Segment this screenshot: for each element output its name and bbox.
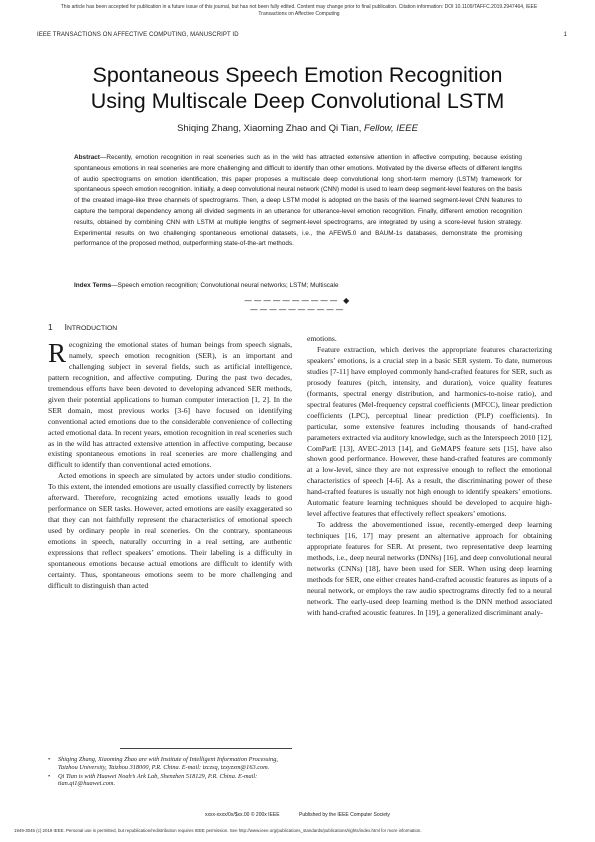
running-head	[37, 32, 567, 40]
section-number: 1	[48, 322, 53, 332]
acceptance-notice-line1: This article has been accepted for publication in a future issue of this journal, but has not been fully edited. Content may change prior to final publication. Citation information: DOI 10.1109/TAFFC.2019.2947464, IEEE	[60, 4, 538, 10]
intro-paragraph-1	[48, 337, 292, 471]
right-paragraph-2: To address the abovementioned issue, recently-emerged deep learning techniques [16, 17] may present an alternative approach for obtaining appropriate features for SER. At present, two representative deep learning methods, i.e., deep neural networks (DNNs) [16], and deep convolutional neural networks (CNNs) [18], have been used for SER. When using deep learning methods for SER, one either creates hand-crafted acoustic features as inputs of a neural network, or employs the raw audio spectrograms directly fed to a neural network. The early-used deep learning method is the DNN method associated with hand-crafted acoustic features. In [19], a generalized discriminant analy-	[307, 520, 552, 617]
author-fellow: Fellow, IEEE	[364, 123, 418, 134]
abstract	[74, 153, 522, 250]
abstract-label: Abstract	[74, 154, 100, 161]
paper-title-line1: Spontaneous Speech Emotion Recognition	[92, 63, 503, 87]
paper-title-line2: Using Multiscale Deep Convolutional LSTM	[90, 89, 505, 113]
acceptance-notice	[13, 4, 585, 17]
footnote-affiliation-1: • Shiqing Zhang, Xiaoming Zhao are with Institute of Intelligent Information Processing, Taizhou University, Taizhou 318000, P.R. China. E-mail: tzczsq, tzxyzxm@163.com.	[48, 756, 292, 772]
intro-paragraph-2: Acted emotions in speech are simulated by actors under studio conditions. To this extent, the intended emotions are usually classified correctly by listeners afterward. Therefore, recognizing acted emotions usually leads to good performance on SER tasks. However, acted emotions are easily exaggerated so that they can not faithfully represent the characteristics of emotional speech used by ordinary people in real sceneries. On the contrary, spontaneous emotions in speech, naturally occurring in a real setting, are authentic expressions that reflect speakers’ emotions. Their labeling is a difficulty in spontaneous emotions because actual emotions are difficult to identify with certainty. Thus, spontaneous emotions seem to be more challenging and difficult to distinguish than acted	[48, 471, 292, 590]
author-list	[30, 123, 565, 134]
section-separator: —————————— ◆ ——————————	[244, 296, 351, 314]
author-names: Shiqing Zhang, Xiaoming Zhao and Qi Tian,	[177, 123, 365, 134]
footnotes	[48, 756, 292, 789]
abstract-text: —Recently, emotion recognition in real sceneries such as in the wild has attracted extensive attention in affective computing, because existing spontaneous emotions in real sceneries are more challenging and difficult to identify than other emotions. Motivated by the diverse effects of different lengths of audio spectrograms on emotion identification, this paper proposes a multiscale deep convolutional long short-term memory (LSTM) framework for spontaneous speech emotion recognition. Initially, a deep convolutional neural network (CNN) model is used to learn deep segment-level features on the basis of the created image-like three channels of spectrograms. Then, a deep LSTM model is adopted on the basis of the learned segment-level CNN features to capture the temporal dependency among all divided segments in an utterance for utterance-level emotion recognition. Finally, different emotion recognition results, obtained by combining CNN with LSTM at multiple lengths of segment-level spectrograms, are integrated by using a score-level fusion strategy. Experimental results on two challenging spontaneous emotional datasets, i.e., the AFEW5.0 and BAUM-1s databases, demonstrate the promising performance of the proposed method, outperforming state-of-the-art methods.	[74, 154, 522, 248]
index-terms	[74, 282, 522, 289]
intro-paragraph-1-text: ecognizing the emotional states of human beings from speech signals, namely, speech emotion recognition (SER), is an important and challenging subject in several fields, such as artificial intelligence, pattern recognition, and affective computing. During the past two decades, tremendous efforts have been devoted to developing advanced SER methods, given their potential applications to human computer interaction [1, 2]. In the SER domain, most previous works [3-6] have focused on identifying conventional acted emotions due to the considerable convenience of collecting acted emotional data. In recent years, emotion recognition in real sceneries such as in the wild has attracted extensive attention in affective computing, because existing spontaneous emotions in real sceneries are more challenging and difficult to identify than conventional acted emotions.	[48, 339, 292, 470]
index-terms-label: Index Terms	[74, 282, 112, 289]
page-number: 1	[563, 32, 567, 38]
section-heading-introduction	[48, 322, 292, 335]
index-terms-text: —Speech emotion recognition; Convolutional neural networks; LSTM; Multiscale	[111, 282, 339, 289]
right-paragraph-1: Feature extraction, which derives the appropriate features characterizing speakers’ emotions, is a crucial step in a basic SER system. To date, numerous studies [7-11] have employed commonly hand-crafted features for SER, such as prosody features (pitch, intensity, and duration), voice quality features (formants, spectral energy distribution, and harmonics-to-noise ratio), and spectral features (Mel-frequency cepstral coefficients (MFCC), linear prediction coefficients (LPC), perceptual linear prediction (PLP) coefficients). In particular, some extensive features including thousands of hand-crafted parameters extracted via auditory knowledge, such as the Interspeech 2010 [12], ComParE [13], AVEC-2013 [14], and GeMAPS feature sets [15], have also shown good performance. However, these hand-crafted features are commonly at a low-level, since they are not expressive enough to reflect the emotional characteristics of speech [4-6]. As a result, the discriminating power of these hand-crafted features is usually not high enough to identify speakers’ emotions. Automatic feature learning techniques should be developed to acquire high-level affective features that effectively reflect speakers’ emotions.	[307, 344, 552, 519]
running-head-journal: IEEE TRANSACTIONS ON AFFECTIVE COMPUTING, MANUSCRIPT ID	[37, 32, 239, 38]
drop-cap: R	[48, 337, 67, 368]
footnote-affiliation-2: • Qi Tian is with Huawei Noah’s Ark Lab, Shenzhen 518129, P.R. China. E-mail: tian.qi1@huawei.com.	[48, 773, 292, 789]
right-column	[307, 334, 552, 619]
footer-publisher: Published by the IEEE Computer Society	[299, 812, 390, 818]
footer-issn: xxxx-xxxx/0x/$xx.00 © 200x IEEE	[205, 812, 280, 818]
acceptance-notice-line2: Transactions on Affective Computing	[258, 10, 340, 17]
left-column	[48, 322, 292, 592]
right-paragraph-0: emotions.	[307, 334, 337, 343]
paper-title	[30, 62, 565, 114]
section-title-first: I	[64, 322, 67, 332]
copyright-notice: 1949-3045 (c) 2019 IEEE. Personal use is permitted, but republication/redistribution requires IEEE permission. See http://www.ieee.org/publications_standards/publications/rights/index.html for more information.	[14, 828, 422, 833]
section-title-rest: NTRODUCTION	[67, 325, 118, 332]
footnote-rule	[120, 748, 292, 749]
